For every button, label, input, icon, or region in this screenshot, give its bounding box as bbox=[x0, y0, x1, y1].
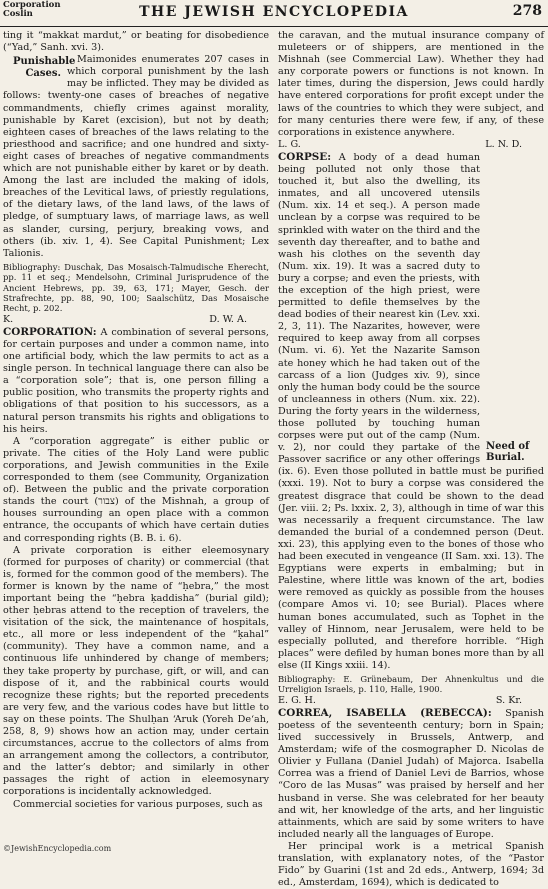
running-head-last: Coslin bbox=[3, 9, 33, 19]
paragraph bbox=[3, 54, 269, 260]
headword-correa: CORREA, ISABELLA (REBECCA): bbox=[278, 706, 492, 719]
signature-line bbox=[278, 695, 544, 707]
paragraph: Commercial societies for various purposes, such as bbox=[13, 798, 263, 810]
article-corporation bbox=[3, 326, 269, 436]
site-footer: ©JewishEncyclopedia.com bbox=[3, 844, 112, 853]
paragraph-text: A combination of several persons, for certain purposes and under a common name, into one artificial body, which the law permits to act as a single person. In technical language there can also be a “corporation sole”; that is, one person filling a public position, who transmits the property rights and obligations of that position to his successors, as a natural person transmits his rights and obligations to his heirs. bbox=[3, 326, 269, 435]
signature-class: K. bbox=[3, 313, 14, 325]
paragraph: A private corporation is either eleemosynary (formed for purposes of charity) or commercial (that is, formed for the common good of the members). The former is known by the name of “ḥebra,” the most important being the “ḥebra ḳaddisha” (burial gild); other ḥebras attend to the reception of travelers, the visitation of the sick, the maintenance of hospitals, etc., all more or less independent of the “ḳahal” (community). They have a common name, and a continuous life unhindered by change of members; they take property by purchase, gift, or will, and can dispose of it, and the rabbinical courts would recognize these rights; but the reported precedents are very few, and the various codes have but little to say on these points. The Shulḥan ‘Aruk (Yoreh De‘ah, 258, 8, 9) shows how an action may, under certain circumstances, accrue to the collectors of alms from an arrangement among the collectors, a contributor, and the latter’s debtor; and similarly in other passages the right of action in eleemosynary corporations is incidentally acknowledged. bbox=[3, 544, 269, 798]
running-head-first: Corporation bbox=[3, 0, 61, 10]
left-column bbox=[3, 30, 269, 811]
signature-author: S. Kr. bbox=[495, 694, 522, 706]
side-heading-punishable-cases: Punishable Cases. bbox=[13, 56, 76, 79]
side-heading-need-of-burial: Need of Burial. bbox=[486, 440, 530, 464]
headword-corpse: CORPSE: bbox=[278, 150, 332, 163]
article-correa bbox=[278, 707, 544, 841]
signature-line bbox=[3, 314, 269, 326]
paragraph-text: Spanish poetess of the seventeenth century; born in Spain; lived successively in Brussels, Antwerp, and Amsterdam; wife of the cosmographer D. Nicolas de Olivier y Fullana (Daniel Judah) of Majorca. Isabella Correa was a friend of Daniel Levi de Barrios, whose “Coro de las Musas” was praised by herself and her husband in verse. She was celebrated for her beauty and wit, her knowledge of the arts, and her linguistic attainments, which are said by some writers to have included nearly all the languages of Europe. bbox=[278, 707, 544, 840]
bibliography: Bibliography: E. Grünebaum, Der Ahnenkultus und die Urreligion Israels, p. 110, Halle, 1900. bbox=[278, 673, 544, 695]
signature-author: L. N. D. bbox=[485, 138, 522, 150]
signature-class: L. G. bbox=[278, 138, 301, 150]
signature-author: D. W. A. bbox=[209, 313, 247, 325]
article-corpse bbox=[278, 151, 544, 672]
paragraph: ting it “makkat mardut,” or beating for disobedience (“Yad,” Sanh. xvi. 3). bbox=[3, 30, 269, 54]
paragraph: A “corporation aggregate” is either public or private. The cities of the Holy Land were public corporations, and Jewish communities in the Exile corresponded to them (see Community, Organization of). Between the public and the private corporation stands the court (צבור) of the Mishnah, a group of houses surrounding an open place with a common entrance, the occupants of which have certain duties and corresponding rights (B. B. i. 6). bbox=[3, 435, 269, 544]
right-column bbox=[278, 30, 544, 889]
running-header bbox=[0, 0, 548, 27]
headword-corporation: CORPORATION: bbox=[3, 325, 97, 338]
paragraph: Her principal work is a metrical Spanish translation, with explanatory notes, of the “Pastor Fido” by Guarini (1st and 2d eds., Antwerp, 1694; 3d ed., Amsterdam, 1694), which is dedicated to bbox=[278, 840, 544, 889]
paragraph: the caravan, and the mutual insurance company of muleteers or of shippers, are mentioned in the Mishnah (see Commercial Law). Whether they had any corporate powers or functions is not known. In later times, during the dispersion, Jews could hardly have entered corporations for profit except under the laws of the countries to which they were subject, and for many centuries there were few, if any, of these corporations in existence anywhere. bbox=[278, 30, 544, 138]
paragraph-text: Maimonides enumerates 207 cases in which corporal punishment by the lash may be inflicted. They may be divided as follows: twenty-one cases of breaches of negative commandments, chiefly crimes against morality, punishable by Karet (excision), but not by death; eighteen cases of breaches of the laws relating to the priesthood and sacrifice; and one hundred and sixty-eight cases of breaches of negative commandments which are not punishable either by karet or by death. Among the last are included the making of idols, breaches of the Levitical laws, of priestly regulations, of the dietary laws, of the land laws, of the laws of pledge, of sumptuary laws, of marriage laws, as well as slander, cursing, perjury, breaking vows, and others (ib. xiv. 1, 4). See Capital Punishment; Lex Talionis. bbox=[3, 54, 269, 259]
paragraph-text: A body of a dead human being polluted not only those that touched it, but also the dwelling, its inmates, and all uncovered utensils (Num. xix. 14 et seq.). A person made unclean by a corpse was required to be sprinkled with water on the third and the seventh day thereafter, and to bathe and wash his clothes on the seventh day (Num. xix. 19). It was a sacred duty to bury a corpse; and even the priests, with the exception of the high priest, were permitted to defile themselves by the dead bodies of their nearest kin (Lev. xxi. 2, 3, 11). The Nazarites, however, were required to keep away from all corpses (Num. vi. 6). Yet the Nazarite Samson ate honey which he had taken out of the carcass of a lion (Judges xiv. 9), since only the human body could be the source of uncleanness in others (Num. xix. 22). During the forty years in the wilderness, those polluted by touching human corpses were put out of the camp (Num. v. 2), nor could they partake of the Passover sacrifice or any other offerings (ix. 6). Even those polluted in battle must be purified (xxxi. 19). Not to bury a corpse was considered the greatest disgrace that could be shown to the dead (Jer. viii. 2; Ps. lxxix. 2, 3), although in time of war this was necessarily a frequent circumstance. The law demanded the burial of a condemned person (Deut. xxi. 23), this applying even to the bones of those who had been executed in vengeance (II Sam. xxi. 13). The Egyptians were experts in embalming; but in Palestine, where little was known of the art, bodies were removed as quickly as possible from the houses (compare Amos vi. 10; see Burial). Places where human bones accumulated, such as Tophet in the valley of Hinnom, near Jerusalem, were held to be especially polluted, and therefore horrible. “High places” were defiled by human bones more than by all else (II Kings xxiii. 14). bbox=[278, 151, 544, 671]
bibliography: Bibliography: Duschak, Das Mosaisch-Talmudische Eherecht, pp. 11 et seq.; Mendelsohn, Criminal Jurisprudence of the Ancient Hebrews, pp. 39, 63, 171; Mayer, Gesch. der Strafrechte, pp. 88, 90, 100; Saalschütz, Das Mosaische Recht, p. 202. bbox=[3, 261, 269, 314]
signature-line bbox=[278, 139, 544, 151]
page-number: 278 bbox=[512, 3, 542, 19]
journal-title: THE JEWISH ENCYCLOPEDIA bbox=[139, 4, 409, 20]
signature-class: E. G. H. bbox=[278, 694, 316, 706]
